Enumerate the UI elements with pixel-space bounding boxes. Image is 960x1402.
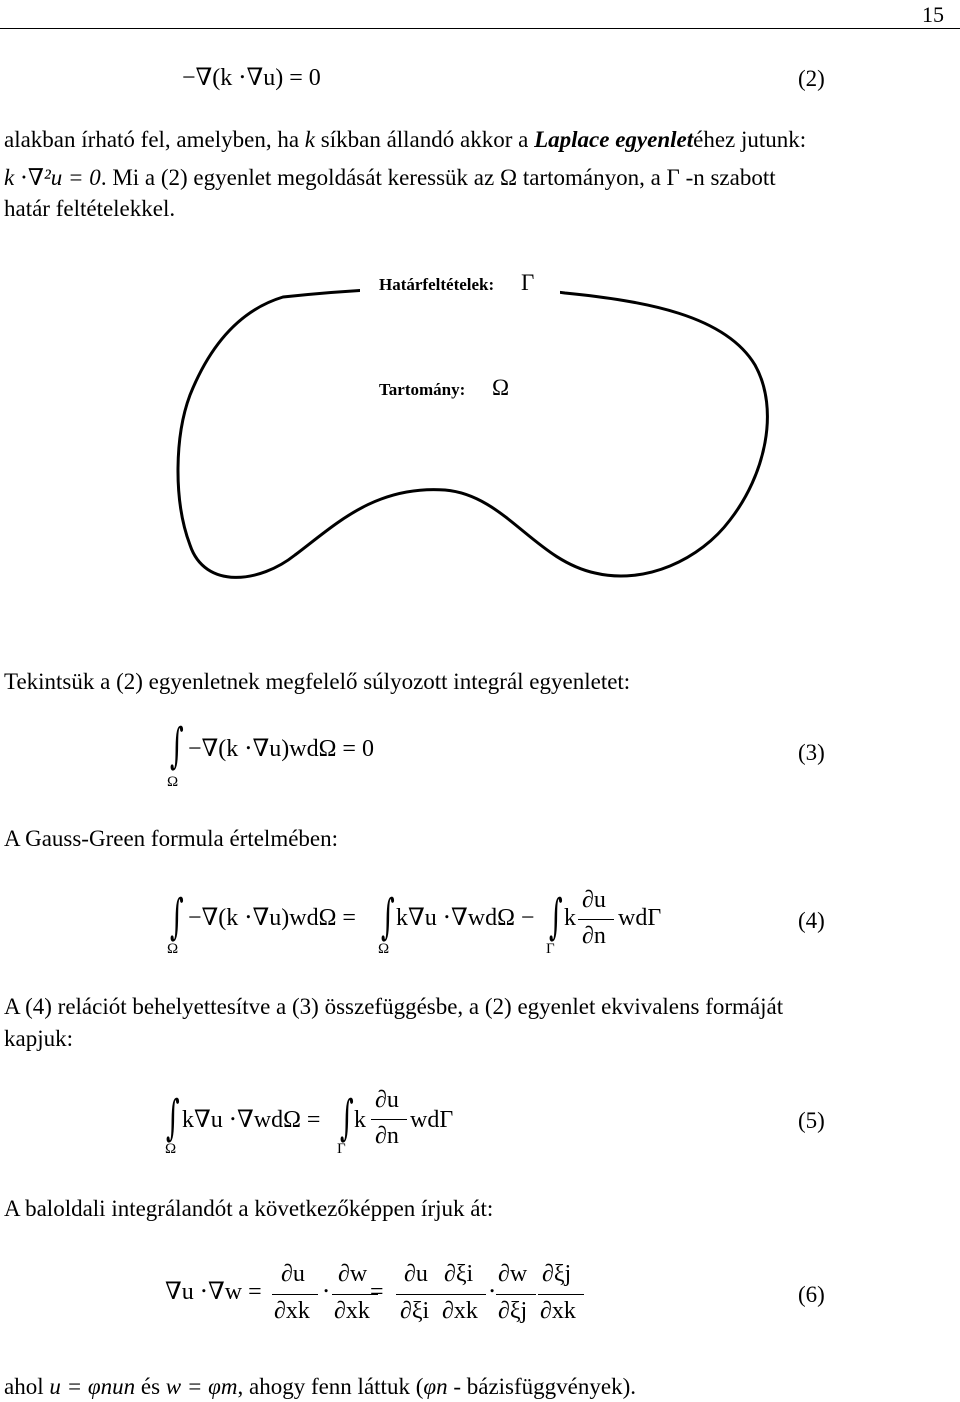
integral-sign-eq5-b: ∫ — [340, 1090, 354, 1146]
domain-symbol: Ω — [492, 375, 510, 400]
eq6-frac4-bar — [440, 1294, 486, 1295]
equation-4-body1: −∇(k ⋅∇u)wdΩ = — [188, 905, 356, 931]
equation-4-sub1: Ω — [167, 941, 179, 957]
para4-line1: A (4) relációt behelyettesítve a (3) összefüggésbe, a (2) egyenlet ekvivalens formáját — [4, 994, 784, 1019]
equation-3-subscript: Ω — [167, 774, 179, 790]
eq6-frac2-num: ∂w — [338, 1261, 368, 1287]
page-number: 15 — [922, 2, 944, 27]
integral-sign-eq3: ∫ — [170, 718, 184, 774]
para1-line3: határ feltételekkel. — [4, 196, 176, 221]
equation-5-number: (5) — [798, 1108, 825, 1133]
equation-5-body1: k∇u ⋅∇wdΩ = — [182, 1107, 321, 1133]
equation-2-number: (2) — [798, 66, 825, 91]
para6-math-phi: φn — [423, 1374, 448, 1399]
equation-4-fraction-bar — [578, 919, 614, 920]
equation-5-sub2: Γ — [337, 1141, 346, 1157]
eq6-frac1-num: ∂u — [281, 1261, 305, 1287]
equation-4-number: (4) — [798, 908, 825, 933]
para1-line2-text: . Mi a (2) egyenlet megoldását keressük az Ω tartományon, a Γ -n szabott — [100, 165, 776, 190]
para6-math-u: u = φnun — [49, 1374, 136, 1399]
equation-4-sub2: Ω — [378, 941, 390, 957]
eq6-equals: = — [370, 1279, 384, 1305]
equation-5-sub1: Ω — [165, 1141, 177, 1157]
equation-6-frac3 — [396, 1262, 440, 1330]
eq6-frac5-den: ∂ξj — [498, 1298, 528, 1324]
equation-6-frac5 — [496, 1262, 536, 1330]
equation-4-body2: k∇u ⋅∇wdΩ − — [396, 905, 535, 931]
eq6-frac6-num: ∂ξj — [542, 1261, 572, 1287]
integral-sign-eq5-a: ∫ — [166, 1090, 180, 1146]
para4-line2: kapjuk: — [4, 1026, 73, 1051]
eq6-frac4-num: ∂ξi — [444, 1261, 474, 1287]
eq6-frac5-num: ∂w — [498, 1261, 528, 1287]
eq6-frac6-den: ∂xk — [540, 1298, 576, 1324]
equation-4-tail: wdΓ — [618, 905, 662, 931]
laplace-equation: k ⋅∇²u = 0 — [4, 165, 101, 190]
equation-5-denominator: ∂n — [375, 1123, 399, 1149]
equation-5-k: k — [354, 1107, 366, 1133]
para1-k: k — [304, 127, 316, 152]
integral-sign-eq4-b: ∫ — [381, 889, 395, 945]
eq6-frac5-bar — [496, 1294, 536, 1295]
header-rule — [0, 28, 960, 29]
eq6-frac3-den: ∂ξi — [400, 1298, 430, 1324]
para1-text-a: alakban írható fel, amelyben, ha — [4, 127, 305, 152]
para1-line2 — [4, 166, 776, 189]
para3: A Gauss-Green formula értelmében: — [4, 826, 339, 851]
para6-math-w: w = φm — [165, 1374, 238, 1399]
para6 — [4, 1375, 636, 1398]
equation-4-sub3: Γ — [546, 941, 555, 957]
equation-5-fraction-bar — [371, 1119, 407, 1120]
integral-sign-eq4-a: ∫ — [170, 889, 184, 945]
equation-4-numerator: ∂u — [582, 887, 606, 913]
eq6-frac3-bar — [396, 1294, 440, 1295]
equation-5-fraction — [371, 1088, 407, 1154]
equation-6-frac6 — [538, 1262, 584, 1330]
equation-6-number: (6) — [798, 1282, 825, 1307]
eq6-frac2-den: ∂xk — [334, 1298, 370, 1324]
para6-text-b: és — [135, 1374, 166, 1399]
equation-3-number: (3) — [798, 740, 825, 765]
equation-6-frac4 — [440, 1262, 486, 1330]
eq6-dot2: ⋅ — [488, 1279, 497, 1305]
eq6-frac6-bar — [538, 1294, 584, 1295]
domain-diagram — [165, 270, 785, 605]
eq6-frac4-den: ∂xk — [442, 1298, 478, 1324]
equation-4-denominator: ∂n — [582, 923, 606, 949]
equation-3-body: −∇(k ⋅∇u)wdΩ = 0 — [188, 736, 374, 762]
eq6-frac1-den: ∂xk — [274, 1298, 310, 1324]
equation-5-numerator: ∂u — [375, 1087, 399, 1113]
eq6-frac1-bar — [272, 1294, 318, 1295]
para6-text-a: ahol — [4, 1374, 50, 1399]
eq6-dot1: ⋅ — [322, 1279, 331, 1305]
para5: A baloldali integrálandót a következőképpen írjuk át: — [4, 1196, 494, 1221]
para6-text-c: , ahogy fenn láttuk ( — [237, 1374, 424, 1399]
equation-6-lhs: ∇u ⋅∇w = — [165, 1279, 262, 1305]
para1-line1 — [4, 128, 806, 151]
para1-text-c: éhez jutunk: — [693, 127, 807, 152]
equation-4-k: k — [564, 905, 576, 931]
para6-text-d: - bázisfüggvények). — [447, 1374, 636, 1399]
integral-sign-eq4-c: ∫ — [549, 889, 563, 945]
equation-2: −∇(k ⋅∇u) = 0 — [182, 65, 321, 91]
equation-5-tail: wdΓ — [410, 1107, 454, 1133]
boundary-symbol: Γ — [521, 270, 535, 295]
para2: Tekintsük a (2) egyenletnek megfelelő súlyozott integrál egyenletet: — [4, 669, 631, 694]
domain-label: Tartomány: — [379, 380, 466, 399]
laplace-term: Laplace egyenlet — [534, 127, 694, 152]
boundary-label: Határfeltételek: — [379, 275, 495, 294]
para1-text-b: síkban állandó akkor a — [315, 127, 535, 152]
boundary-curve — [178, 287, 767, 577]
equation-6-frac1 — [272, 1262, 318, 1330]
eq6-frac3-num: ∂u — [404, 1261, 428, 1287]
equation-4-fraction — [578, 888, 614, 954]
